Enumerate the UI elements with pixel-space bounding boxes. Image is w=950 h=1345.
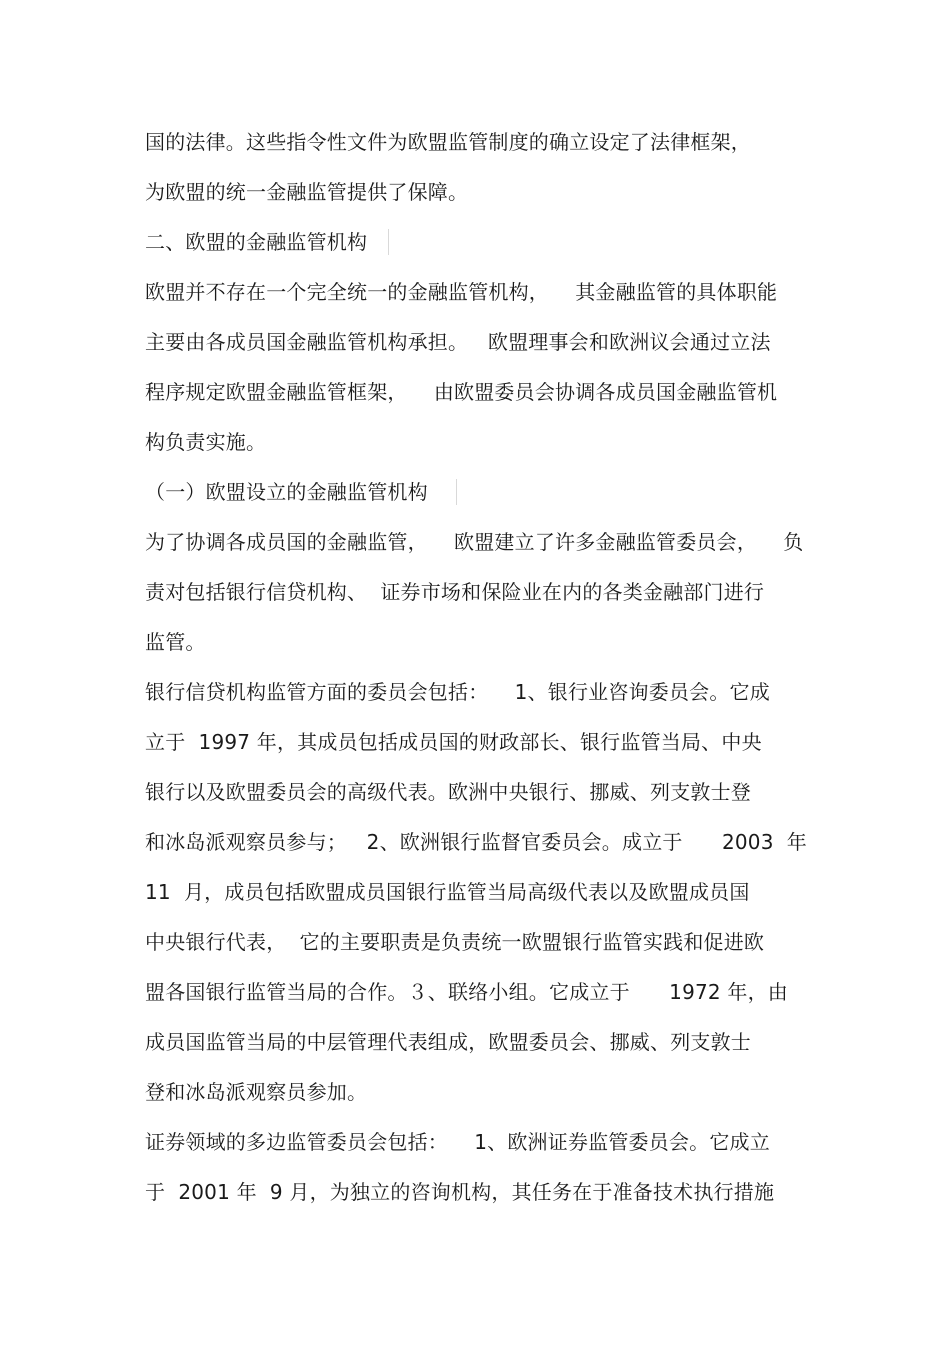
subsection-heading: （一）欧盟设立的金融监管机构 [145,480,428,504]
paragraph-line: 证券领域的多边监管委员会包括： 1、欧洲证券监管委员会。它成立 [145,1130,770,1154]
paragraph-line: 构负责实施。 [145,430,267,454]
paragraph-line: 和冰岛派观察员参与； 2、欧洲银行监督官委员会。成立于 2003 年 [145,830,807,854]
paragraph-line: 银行以及欧盟委员会的高级代表。欧洲中央银行、挪威、列支敦士登 [145,780,751,804]
paragraph-line: 成员国监管当局的中层管理代表组成，欧盟委员会、挪威、列支敦士 [145,1030,751,1054]
paragraph-line: 登和冰岛派观察员参加。 [145,1080,368,1104]
paragraph-line: 盟各国银行监管当局的合作。３、联络小组。它成立于 1972 年，由 [145,980,788,1004]
heading-divider [456,479,457,505]
paragraph-line: 责对包括银行信贷机构、 证券市场和保险业在内的各类金融部门进行 [145,580,765,604]
section-heading: 二、欧盟的金融监管机构 [145,230,368,254]
paragraph-line: 为欧盟的统一金融监管提供了保障。 [145,180,469,204]
paragraph-line: 程序规定欧盟金融监管框架， 由欧盟委员会协调各成员国金融监管机 [145,380,778,404]
paragraph-line: 于 2001 年 9 月，为独立的咨询机构，其任务在于准备技术执行措施 [145,1180,775,1204]
paragraph-line: 主要由各成员国金融监管机构承担。 欧盟理事会和欧洲议会通过立法 [145,330,771,354]
paragraph-line: 国的法律。这些指令性文件为欧盟监管制度的确立设定了法律框架， [145,130,751,154]
paragraph-line: 立于 1997 年，其成员包括成员国的财政部长、银行监管当局、中央 [145,730,762,754]
paragraph-line: 11 月，成员包括欧盟成员国银行监管当局高级代表以及欧盟成员国 [145,880,750,904]
paragraph-line: 欧盟并不存在一个完全统一的金融监管机构， 其金融监管的具体职能 [145,280,778,304]
paragraph-line: 监管。 [145,630,206,654]
paragraph-line: 银行信贷机构监管方面的委员会包括： 1、银行业咨询委员会。它成 [145,680,770,704]
paragraph-line: 为了协调各成员国的金融监管， 欧盟建立了许多金融监管委员会， 负 [145,530,804,554]
paragraph-line: 中央银行代表， 它的主要职责是负责统一欧盟银行监管实践和促进欧 [145,930,765,954]
heading-divider [388,229,389,255]
